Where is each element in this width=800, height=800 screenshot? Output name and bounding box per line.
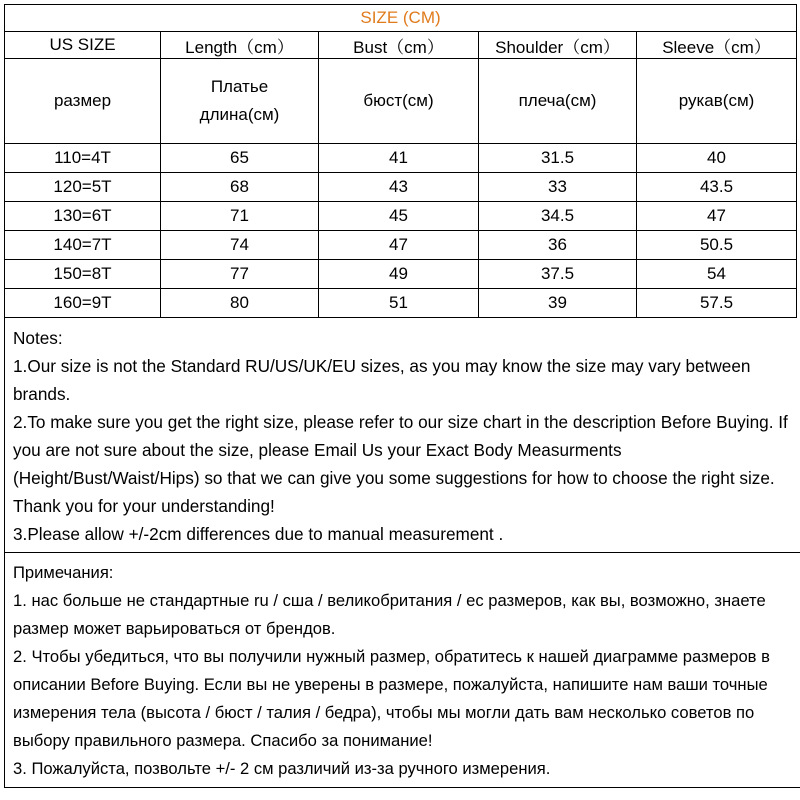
cell-bust: 51: [319, 289, 479, 318]
table-row: [5, 289, 797, 318]
cell-shoulder: 36: [479, 231, 637, 260]
header-row-ru: [5, 59, 797, 144]
header-length-ru-line2: длина(см): [199, 105, 280, 124]
header-bust-ru: бюст(см): [319, 59, 479, 144]
cell-size: 110=4T: [5, 144, 161, 173]
cell-size: 150=8T: [5, 260, 161, 289]
header-length-ru-line1: Платье: [210, 77, 269, 96]
cell-length: 65: [161, 144, 319, 173]
notes-heading-ru: Примечания:: [13, 563, 114, 582]
notes-heading: Notes:: [13, 328, 63, 348]
cell-sleeve: 54: [637, 260, 797, 289]
table-row: [5, 144, 797, 173]
header-us-size: US SIZE: [5, 32, 161, 59]
header-bust: Bust（cm）: [319, 32, 479, 59]
cell-length: 71: [161, 202, 319, 231]
cell-sleeve: 50.5: [637, 231, 797, 260]
cell-shoulder: 34.5: [479, 202, 637, 231]
cell-sleeve: 47: [637, 202, 797, 231]
cell-shoulder: 39: [479, 289, 637, 318]
size-table: [4, 4, 797, 318]
cell-length: 77: [161, 260, 319, 289]
notes-russian: [4, 553, 800, 788]
table-row: [5, 231, 797, 260]
header-sleeve-ru: рукав(см): [637, 59, 797, 144]
cell-size: 140=7T: [5, 231, 161, 260]
header-shoulder: Shoulder（cm）: [479, 32, 637, 59]
cell-shoulder: 31.5: [479, 144, 637, 173]
cell-bust: 41: [319, 144, 479, 173]
cell-size: 130=6T: [5, 202, 161, 231]
cell-bust: 49: [319, 260, 479, 289]
note-item: 3.Please allow +/-2cm differences due to manual measurement .: [13, 524, 504, 544]
cell-shoulder: 33: [479, 173, 637, 202]
header-row: [5, 32, 797, 59]
table-row: [5, 260, 797, 289]
size-chart-document: [4, 4, 796, 788]
cell-length: 74: [161, 231, 319, 260]
cell-bust: 43: [319, 173, 479, 202]
note-item: 2.To make sure you get the right size, please refer to our size chart in the description Before Buying. If you are not sure about the size, please Email Us your Exact Body Measurments (Height/Bust/Waist/Hips) so that we can give you some suggestions for how to choose the right size. Thank you for your understanding!: [13, 412, 788, 516]
cell-bust: 47: [319, 231, 479, 260]
cell-sleeve: 43.5: [637, 173, 797, 202]
header-shoulder-ru: плеча(см): [479, 59, 637, 144]
header-length: Length（cm）: [161, 32, 319, 59]
cell-size: 160=9T: [5, 289, 161, 318]
notes-english: [4, 318, 800, 553]
cell-shoulder: 37.5: [479, 260, 637, 289]
table-row: [5, 173, 797, 202]
cell-bust: 45: [319, 202, 479, 231]
cell-sleeve: 57.5: [637, 289, 797, 318]
header-size-ru: размер: [5, 59, 161, 144]
cell-size: 120=5T: [5, 173, 161, 202]
table-row: [5, 202, 797, 231]
table-title: SIZE (CM): [5, 5, 797, 32]
cell-length: 80: [161, 289, 319, 318]
cell-length: 68: [161, 173, 319, 202]
note-item-ru: 3. Пожалуйста, позвольте +/- 2 см различий из-за ручного измерения.: [13, 759, 551, 778]
header-sleeve: Sleeve（cm）: [637, 32, 797, 59]
note-item-ru: 2. Чтобы убедиться, что вы получили нужный размер, обратитесь к нашей диаграмме размеров в описании Before Buying. Если вы не уверены в размере, пожалуйста, напишите нам ваши точные измерения тела (высота / бюст / талия / бедра), чтобы мы могли дать вам несколько советов по выбору правильного размера. Спасибо за понимание!: [13, 647, 770, 750]
note-item: 1.Our size is not the Standard RU/US/UK/EU sizes, as you may know the size may vary between brands.: [13, 356, 751, 404]
header-length-ru: [161, 59, 319, 144]
cell-sleeve: 40: [637, 144, 797, 173]
note-item-ru: 1. нас больше не стандартные ru / сша / великобритания / ес размеров, как вы, возможно, знаете размер может варьироваться от брендов.: [13, 591, 766, 638]
